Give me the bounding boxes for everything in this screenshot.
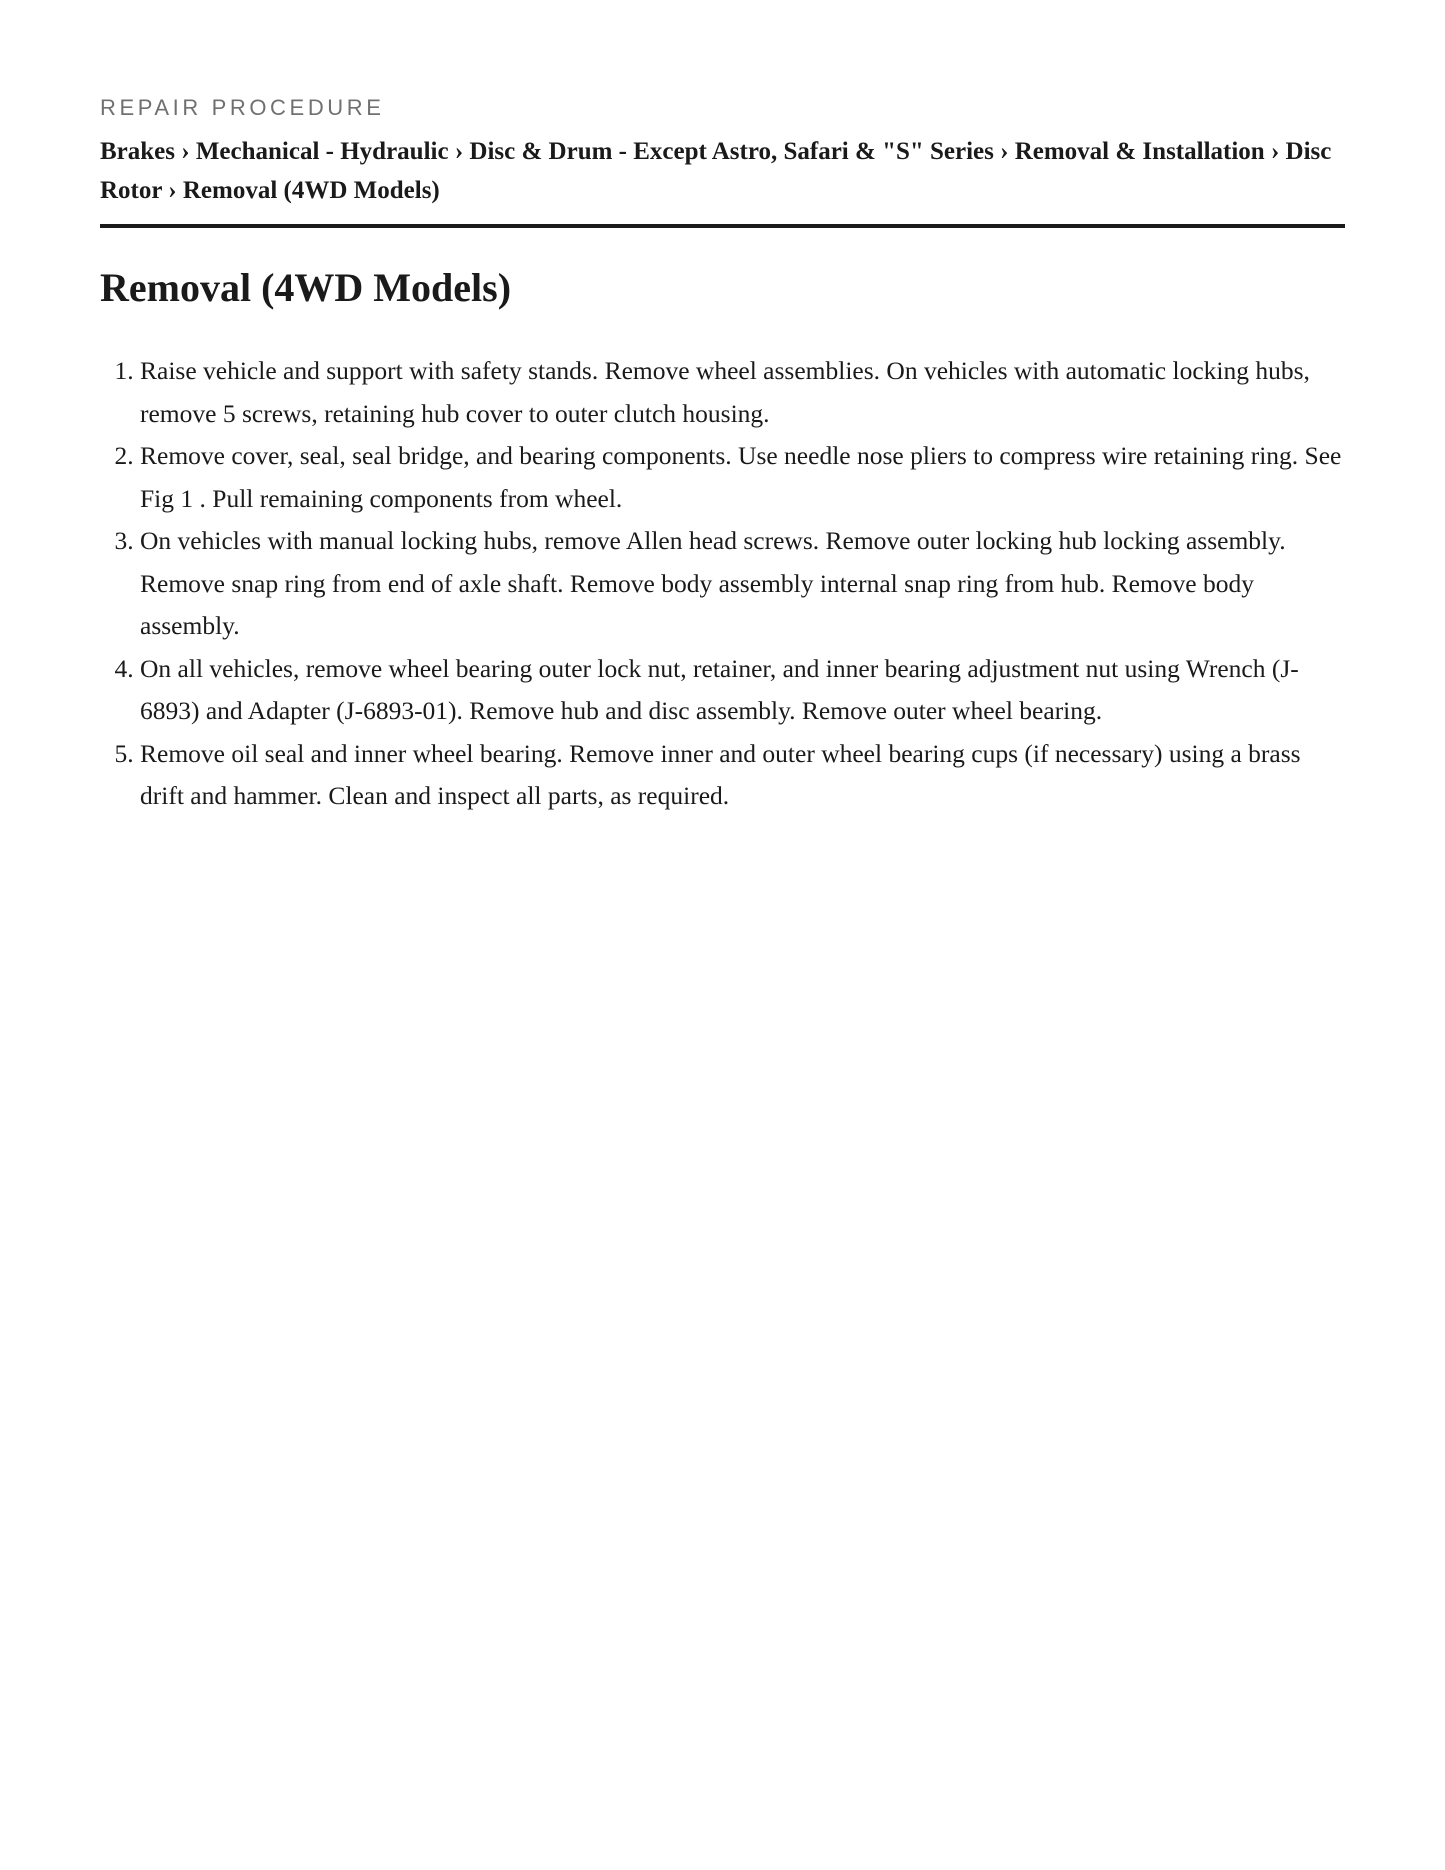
breadcrumb-separator: › bbox=[454, 138, 470, 165]
procedure-step: 4. On all vehicles, remove wheel bearing outer lock nut, retainer, and inner bearing adjustment nut using Wrench (J-6893) and Adapter (J-6893-01). Remove hub and disc assembly. Remove outer wheel bearing. bbox=[140, 648, 1345, 733]
breadcrumb-item[interactable]: Disc Rotor bbox=[100, 138, 1332, 204]
breadcrumb-item[interactable]: Mechanical - Hydraulic bbox=[195, 138, 449, 165]
section-kicker: REPAIR PROCEDURE bbox=[100, 95, 385, 120]
document-page bbox=[100, 94, 1345, 818]
header-divider bbox=[100, 224, 1345, 228]
breadcrumb-separator: › bbox=[181, 138, 196, 165]
breadcrumb-current: Removal (4WD Models) bbox=[182, 177, 440, 204]
procedure-step: 1. Raise vehicle and support with safety stands. Remove wheel assemblies. On vehicles with automatic locking hubs, remove 5 screws, retaining hub cover to outer clutch housing. bbox=[140, 350, 1345, 435]
breadcrumb-separator: › bbox=[1270, 138, 1286, 165]
page-title: Removal (4WD Models) bbox=[100, 265, 512, 310]
breadcrumb-item[interactable]: Disc & Drum - Except Astro, Safari & "S" Series bbox=[469, 138, 994, 165]
breadcrumb bbox=[100, 132, 1345, 210]
procedure-step: 2. Remove cover, seal, seal bridge, and bearing components. Use needle nose pliers to compress wire retaining ring. See Fig 1 . Pull remaining components from wheel. bbox=[140, 435, 1345, 520]
procedure-step: 5. Remove oil seal and inner wheel bearing. Remove inner and outer wheel bearing cups (if necessary) using a brass drift and hammer. Clean and inspect all parts, as required. bbox=[140, 733, 1345, 818]
breadcrumb-item[interactable]: Brakes bbox=[100, 138, 175, 165]
procedure-steps bbox=[100, 350, 1345, 818]
procedure-step: 3. On vehicles with manual locking hubs, remove Allen head screws. Remove outer locking hub locking assembly. Remove snap ring from end of axle shaft. Remove body assembly internal snap ring from hub. Remove body assembly. bbox=[140, 520, 1345, 648]
breadcrumb-separator: › bbox=[168, 177, 183, 204]
breadcrumb-separator: › bbox=[1000, 138, 1015, 165]
breadcrumb-item[interactable]: Removal & Installation bbox=[1014, 138, 1265, 165]
